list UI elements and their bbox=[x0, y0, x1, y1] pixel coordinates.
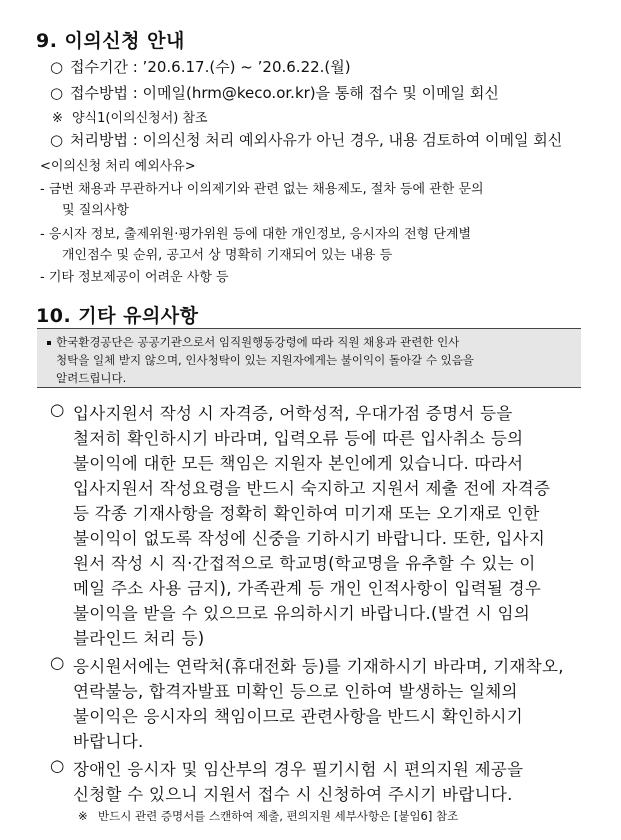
circle-bullet: ○ bbox=[50, 84, 64, 102]
paragraph-3-line-2: 신청할 수 있으니 지원서 접수 시 신청하여 주시기 바랍니다. bbox=[73, 785, 513, 804]
circle-bullet: ○ bbox=[50, 131, 64, 149]
paragraph-1-line-4: 입사지원서 작성요령을 반드시 숙지하고 지원서 제출 전에 자격증 bbox=[73, 479, 551, 498]
reference-mark: ※ bbox=[52, 111, 63, 126]
circle-bullet: ○ bbox=[50, 58, 64, 76]
paragraph-2-line-3: 불이익은 응시자의 책임이므로 관련사항을 반드시 확인하시기 bbox=[73, 707, 523, 726]
footnote: ※ 반드시 관련 증명서를 스캔하여 제출, 편의지원 세부사항은 [붙임6] 참조 bbox=[78, 809, 459, 823]
receipt-period: ○ 접수기간 : ’20.6.17.(수) ~ ’20.6.22.(월) bbox=[50, 58, 351, 76]
exceptions-title: <이의신청 처리 예외사유> bbox=[40, 159, 196, 174]
paragraph-1-line-6: 불이익이 없도록 작성에 신중을 기하시기 바랍니다. 또한, 입사지 bbox=[73, 529, 546, 548]
paragraph-1-line-3: 불이익에 대한 모든 책임은 지원자 본인에게 있습니다. 따라서 bbox=[73, 454, 524, 473]
paragraph-2-line-4: 바랍니다. bbox=[73, 732, 144, 751]
square-bullet-icon bbox=[47, 341, 51, 345]
notice-box bbox=[37, 328, 581, 388]
paragraph-3-bullet: ○ bbox=[50, 756, 65, 775]
paragraph-1-bullet: ○ bbox=[50, 400, 65, 419]
notice-line-3: 알려드립니다. bbox=[56, 371, 127, 385]
paragraph-2-line-1: 응시원서에는 연락처(휴대전화 등)를 기재하시기 바라며, 기재착오, bbox=[73, 657, 564, 676]
paragraph-1-line-5: 등 각종 기재사항을 정확히 확인하여 미기재 또는 오기재로 인한 bbox=[73, 504, 540, 523]
paragraph-2-bullet: ○ bbox=[50, 653, 65, 672]
exception-item-2-cont: 개인점수 및 순위, 공고서 상 명확히 기재되어 있는 내용 등 bbox=[62, 248, 393, 263]
notice-line-1: 한국환경공단은 공공기관으로서 임직원행동강령에 따라 직원 채용과 관련한 인사 bbox=[47, 334, 459, 350]
reference-mark: ※ bbox=[78, 809, 88, 823]
receipt-method: ○ 접수방법 : 이메일(hrm@keco.or.kr)을 통해 접수 및 이메일 회신 bbox=[50, 84, 499, 102]
paragraph-1-line-10: 블라인드 처리 등) bbox=[73, 629, 205, 648]
paragraph-1-line-9: 불이익을 받을 수 있으므로 유의하시기 바랍니다.(발견 시 임의 bbox=[73, 604, 531, 623]
paragraph-1-line-8: 메일 주소 사용 금지), 가족관계 등 개인 인적사항이 입력될 경우 bbox=[73, 579, 542, 598]
form-reference-note: ※ 양식1(이의신청서) 참조 bbox=[52, 111, 208, 126]
paragraph-2-line-2: 연락불능, 합격자발표 미확인 등으로 인하여 발생하는 일체의 bbox=[73, 682, 518, 701]
section-9-title: 9. 이의신청 안내 bbox=[36, 30, 185, 52]
exception-item-1-cont: 및 질의사항 bbox=[62, 203, 129, 218]
paragraph-1-line-1: 입사지원서 작성 시 자격증, 어학성적, 우대가점 증명서 등을 bbox=[73, 404, 513, 423]
exception-item-2: - 응시자 정보, 출제위원·평가위원 등에 대한 개인정보, 응시자의 전형 단계별 bbox=[40, 227, 472, 242]
paragraph-1-line-2: 철저히 확인하시기 바라며, 입력오류 등에 따른 입사취소 등의 bbox=[73, 429, 524, 448]
exception-item-1: - 금번 채용과 무관하거나 이의제기와 관련 없는 채용제도, 절차 등에 관한 문의 bbox=[40, 182, 484, 197]
paragraph-3-line-1: 장애인 응시자 및 임산부의 경우 필기시험 시 편의지원 제공을 bbox=[73, 760, 524, 779]
notice-line-2: 청탁을 일체 받지 않으며, 인사청탁이 있는 지원자에게는 불이익이 돌아갈 수 있음을 bbox=[56, 353, 474, 367]
processing-method: ○ 처리방법 : 이의신청 처리 예외사유가 아닌 경우, 내용 검토하여 이메일 회신 bbox=[50, 131, 563, 149]
section-10-title: 10. 기타 유의사항 bbox=[36, 305, 199, 327]
paragraph-1-line-7: 원서 작성 시 직·간접적으로 학교명(학교명을 유추할 수 있는 이 bbox=[73, 554, 536, 573]
exception-item-3: - 기타 정보제공이 어려운 사항 등 bbox=[40, 270, 229, 285]
